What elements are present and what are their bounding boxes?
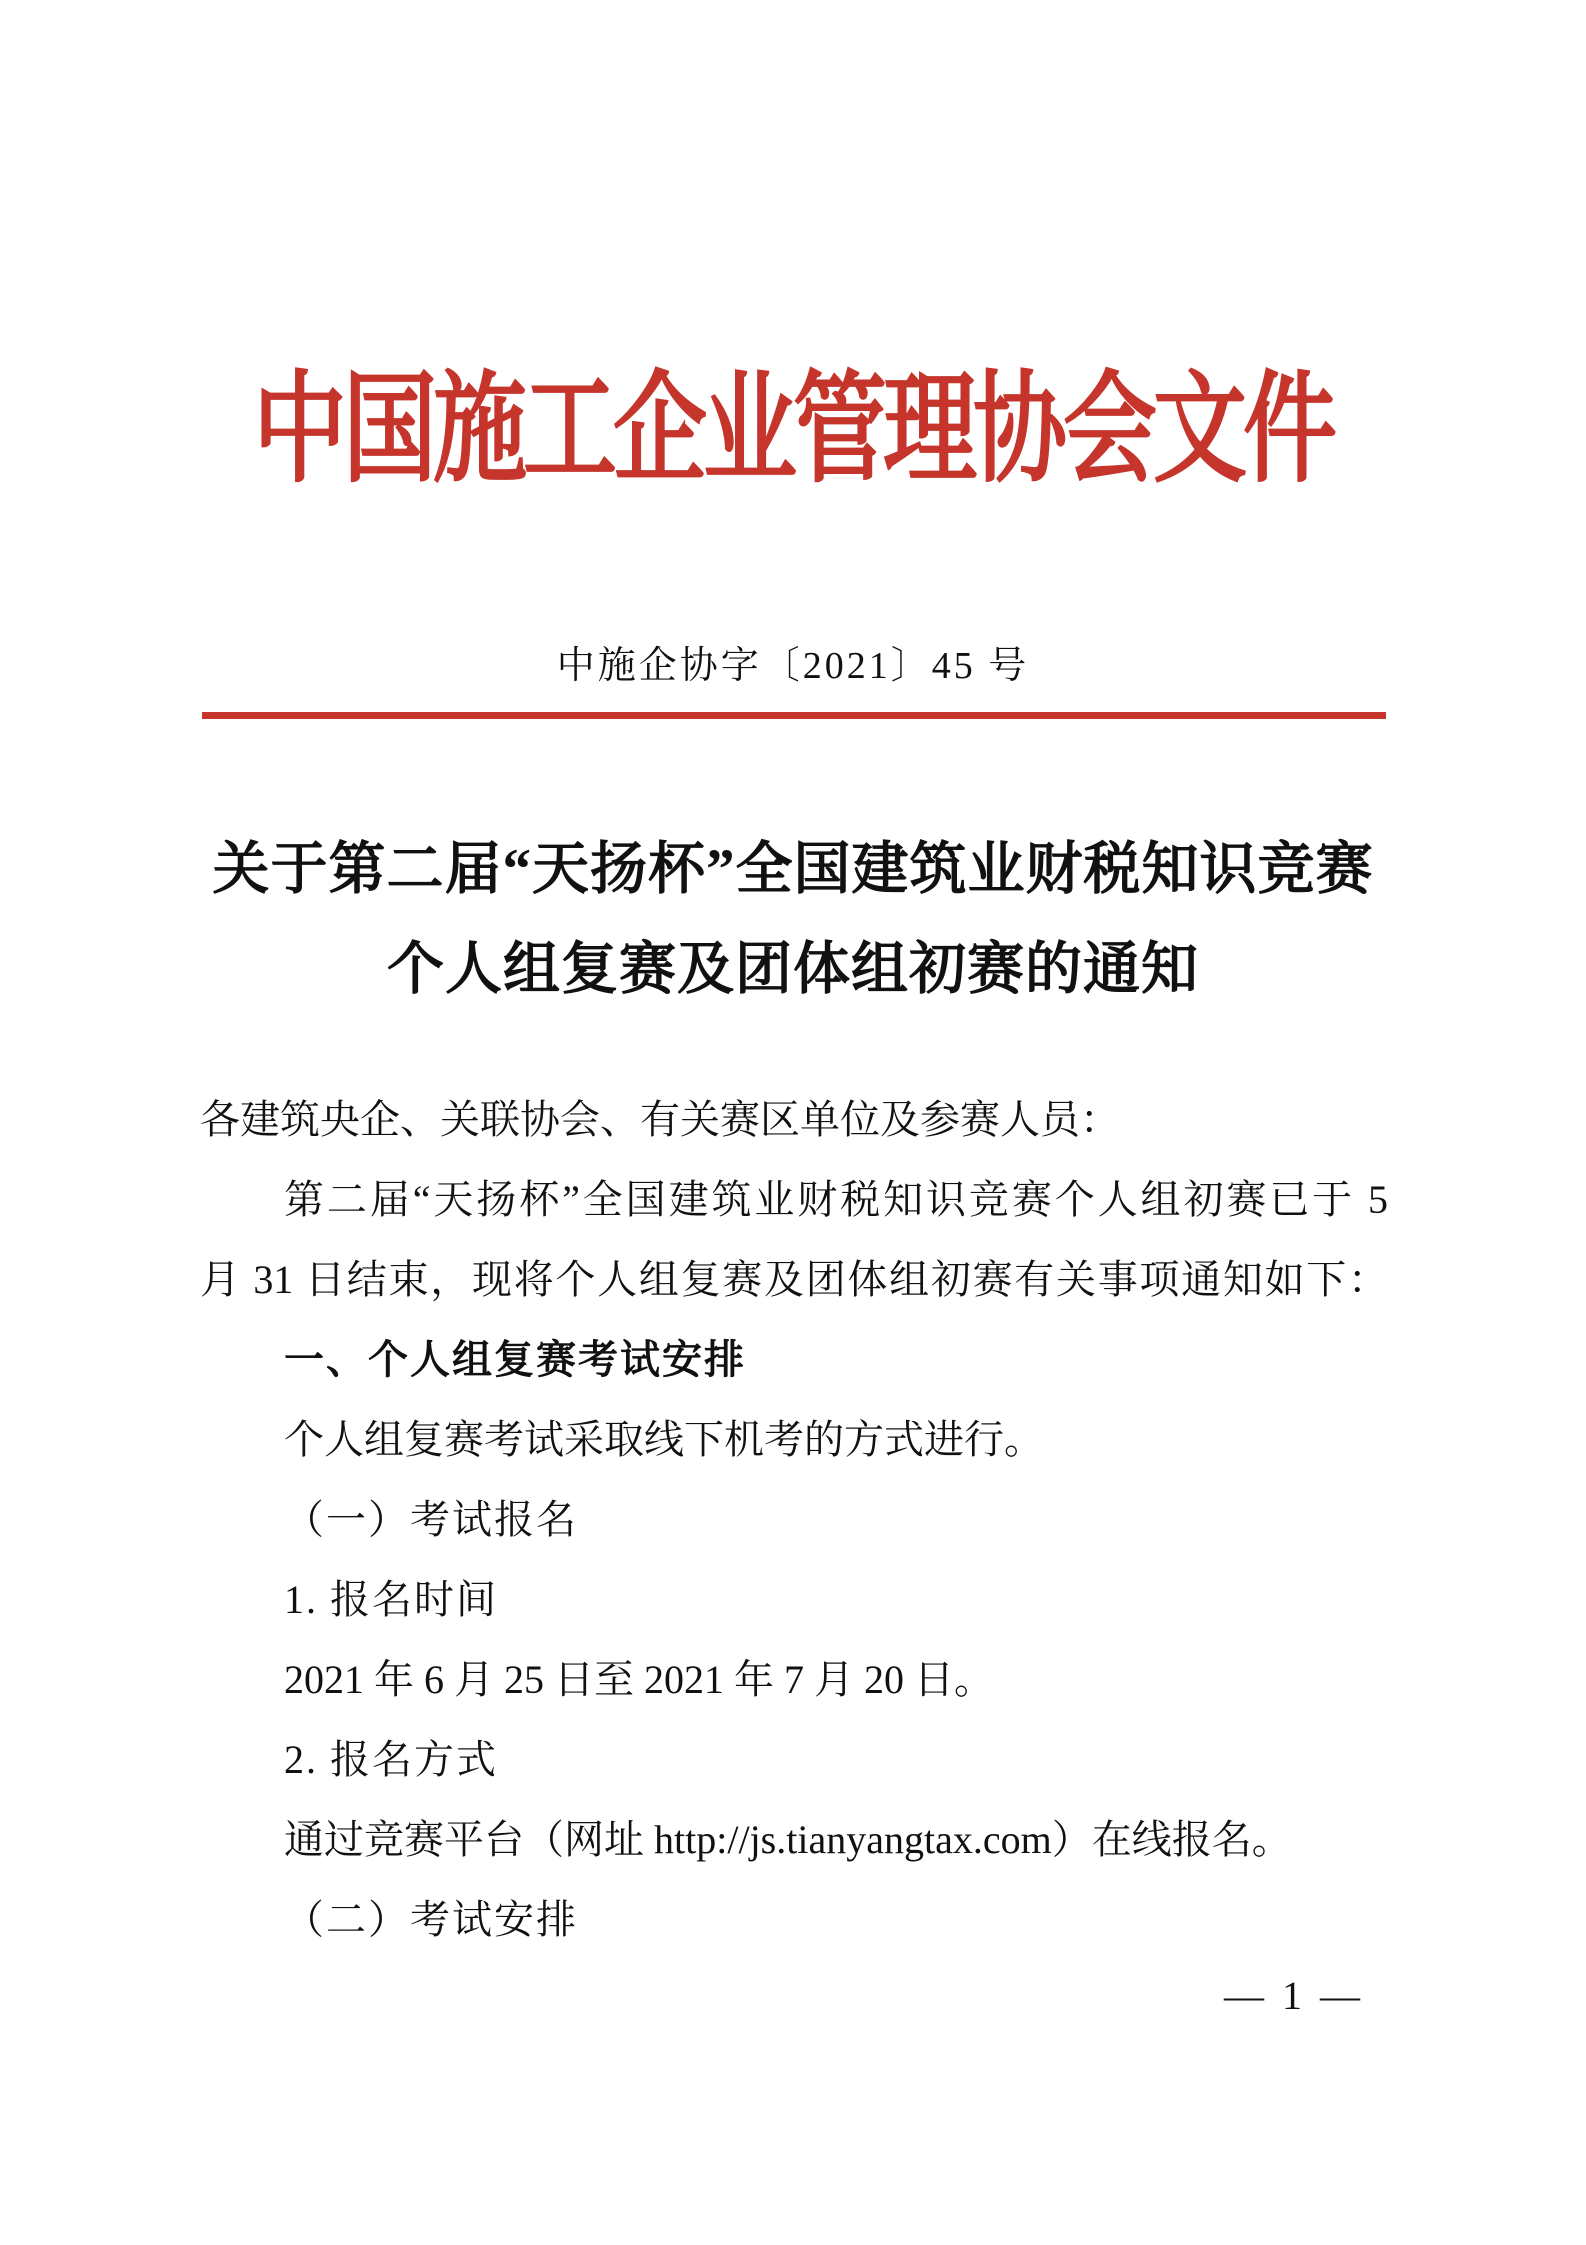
- intro-paragraph-line-2: 月 31 日结束，现将个人组复赛及团体组初赛有关事项通知如下：: [200, 1257, 1388, 1302]
- notice-title-line1: 关于第二届“天扬杯”全国建筑业财税知识竞赛: [212, 838, 1374, 901]
- document-body: [200, 1080, 1388, 1960]
- subsection-exam-arrangement-heading: （二）考试安排: [284, 1897, 578, 1942]
- registration-time-value: 2021 年 6 月 25 日至 2021 年 7 月 20 日。: [284, 1657, 994, 1702]
- subsection-registration-heading: （一）考试报名: [284, 1497, 578, 1542]
- addressee-line: 各建筑央企、关联协会、有关赛区单位及参赛人员：: [200, 1097, 1120, 1142]
- page-number: — 1 —: [1224, 1973, 1364, 2018]
- exam-format-paragraph: 个人组复赛考试采取线下机考的方式进行。: [284, 1417, 1044, 1462]
- document-number: 中施企协字〔2021〕45 号: [556, 645, 1030, 687]
- notice-title-line2: 个人组复赛及团体组初赛的通知: [387, 938, 1199, 1001]
- agency-letterhead-title: 中国施工企业管理协会文件: [252, 364, 1333, 498]
- registration-time-label: 1. 报名时间: [284, 1577, 498, 1622]
- registration-method-label: 2. 报名方式: [284, 1737, 498, 1782]
- notice-title: [0, 820, 1586, 1020]
- registration-method-value: 通过竞赛平台（网址 http://js.tianyangtax.com）在线报名。: [284, 1817, 1292, 1862]
- red-divider-line: [202, 712, 1386, 719]
- intro-paragraph-line-1: 第二届“天扬杯”全国建筑业财税知识竞赛个人组初赛已于 5: [284, 1177, 1388, 1222]
- section-one-heading: 一、个人组复赛考试安排: [284, 1338, 746, 1382]
